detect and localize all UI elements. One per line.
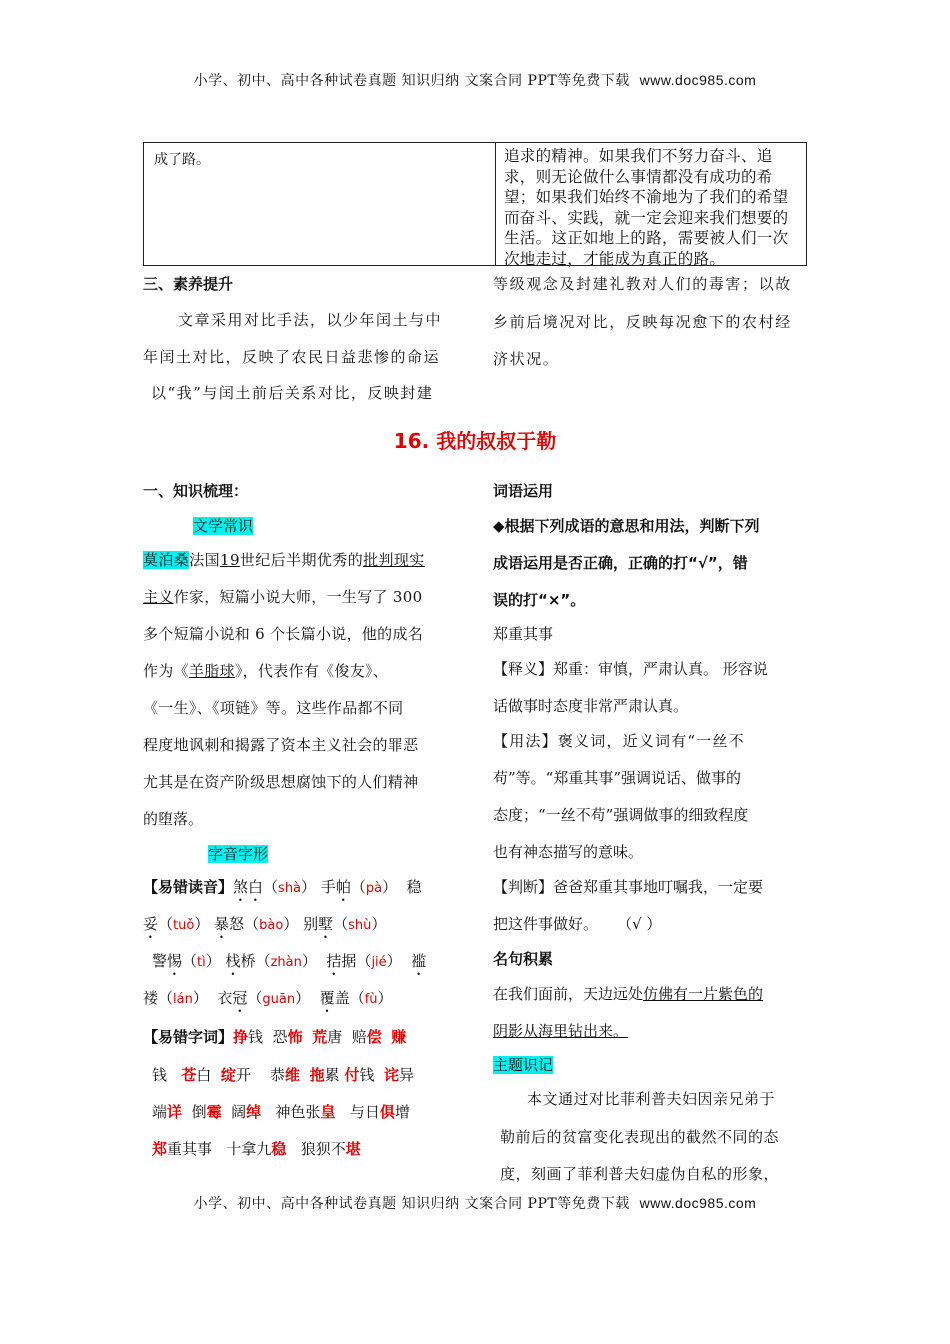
quote-line-2: 阴影从海里钻出来。 <box>493 1022 629 1040</box>
lesson-title: 16. 我的叔叔于勒 <box>393 429 557 453</box>
page-footer <box>0 1193 950 1213</box>
err-line-4: 郑重其事 十拿九稳 狼狈不堪 <box>152 1140 361 1158</box>
section3-heading: 三、素养提升 <box>143 275 234 293</box>
lit-line-5: 《一生》、《项链》等。这些作品都不同 <box>143 699 404 717</box>
lit-line-7: 尤其是在资产阶级思想腐蚀下的人们精神 <box>143 773 419 791</box>
err-line-3: 端详 倒霉 阔绰 神色张皇 与日俱增 <box>152 1103 410 1121</box>
err-line-2: 钱 苍白 绽开 恭维 拖累 付钱 诧异 <box>152 1066 415 1084</box>
lit-line-8: 的堕落。 <box>143 810 204 828</box>
continuation-table <box>143 142 807 266</box>
section3-right-line-3: 济状况。 <box>493 350 560 368</box>
header-text: 小学、初中、高中各种试卷真题 知识归纳 文案合同 PPT等免费下载 <box>193 73 630 89</box>
footer-text: 小学、初中、高中各种试卷真题 知识归纳 文案合同 PPT等免费下载 <box>193 1196 630 1212</box>
work-title: 羊脂球 <box>188 662 235 680</box>
section3-right-line-1: 等级观念及封建礼教对人们的毒害；以故 <box>493 275 792 293</box>
use-line-1: 【用法】褒义词，近义词有“一丝不 <box>493 732 745 750</box>
footer-site: www.doc985.com <box>639 1195 757 1211</box>
lit-line-3: 多个短篇小说和 6 个长篇小说，他的成名 <box>143 625 424 643</box>
vocab-heading: 词语运用 <box>493 482 554 500</box>
instr-line-1: ◆根据下列成语的意思和用法，判断下列 <box>493 517 760 535</box>
use-line-3: 态度；“一丝不苟”强调做事的细致程度 <box>493 806 749 824</box>
use-line-2: 苟”等。“郑重其事”强调说话、做事的 <box>493 769 742 787</box>
lit-line-2: 主义作家，短篇小说大师，一生写了 300 <box>143 588 423 606</box>
pron-line-1: 【易错读音】煞白（shà） 手帕（pà） 稳 <box>143 878 422 896</box>
pron-line-3: 警惕（tì） 栈桥（zhàn） 拮据（jié） 褴 <box>152 952 427 970</box>
lit-line-4: 作为《羊脂球》，代表作有《俊友》、 <box>143 662 389 680</box>
quote-heading: 名句积累 <box>493 950 554 968</box>
knowledge-heading: 一、知识梳理： <box>143 482 249 500</box>
idiom: 郑重其事 <box>493 625 554 643</box>
pron-line-2: 妥（tuǒ） 暴怒（bào） 别墅（shù） <box>143 915 387 933</box>
def-line-2: 话做事时态度非常严肃认真。 <box>493 697 689 715</box>
pron-line-4: 褛（lán） 衣冠（guān） 覆盖（fù） <box>143 989 393 1007</box>
judge-line-1: 【判断】爸爸郑重其事地叮嘱我，一定要 <box>493 878 764 896</box>
theme-line-2: 勒前后的贫富变化表现出的截然不同的态 <box>500 1128 780 1146</box>
instr-line-3: 误的打“×”。 <box>493 591 586 609</box>
section3-left-line-2: 年闰土对比，反映了农民日益悲惨的命运 <box>143 348 441 366</box>
table-divider <box>495 143 496 265</box>
section3-left-line-1: 文章采用对比手法，以少年闰土与中 <box>178 311 443 329</box>
instr-line-2: 成语运用是否正确，正确的打“√”，错 <box>493 554 748 572</box>
section3-left-line-3: 以“我”与闰土前后关系对比，反映封建 <box>151 384 434 402</box>
section3-right-line-2: 乡前后境况对比，反映每况愈下的农村经 <box>493 313 792 331</box>
lit-line-1: 莫泊桑法国19世纪后半期优秀的批判现实 <box>143 551 425 569</box>
theme-line-1: 本文通过对比菲利普夫妇因亲兄弟于 <box>527 1090 776 1108</box>
quote-line-1: 在我们面前，天边远处仿佛有一片紫色的 <box>493 985 764 1003</box>
use-line-4: 也有神态描写的意味。 <box>493 843 644 861</box>
author-name: 莫泊桑 <box>143 551 190 569</box>
def-line-1: 【释义】郑重：审慎，严肃认真。 形容说 <box>493 660 768 678</box>
table-left-cell: 成了路。 <box>154 152 210 168</box>
judge-line-2: 把这件事做好。 （√ ） <box>493 915 662 933</box>
page-header <box>0 70 950 90</box>
lit-label: 文学常识 <box>193 517 254 535</box>
header-site: www.doc985.com <box>639 72 757 88</box>
lit-line-6: 程度地讽刺和揭露了资本主义社会的罪恶 <box>143 736 419 754</box>
theme-line-3: 度，刻画了菲利普夫妇虚伪自私的形象， <box>500 1165 780 1183</box>
table-right-cell: 追求的精神。如果我们不努力奋斗、追求，则无论做什么事情都没有成功的希望；如果我们始终不渝地为了我们的希望而奋斗、实践，就一定会迎来我们想要的生活。这正如地上的路，需要被人们一次次地走过，才能成为真正的路。 <box>504 147 789 268</box>
theme-label: 主题识记 <box>493 1056 554 1074</box>
err-line-1: 【易错字词】挣钱 恐怖 荒唐 赔偿 赚 <box>143 1028 407 1046</box>
char-label: 字音字形 <box>208 845 269 863</box>
